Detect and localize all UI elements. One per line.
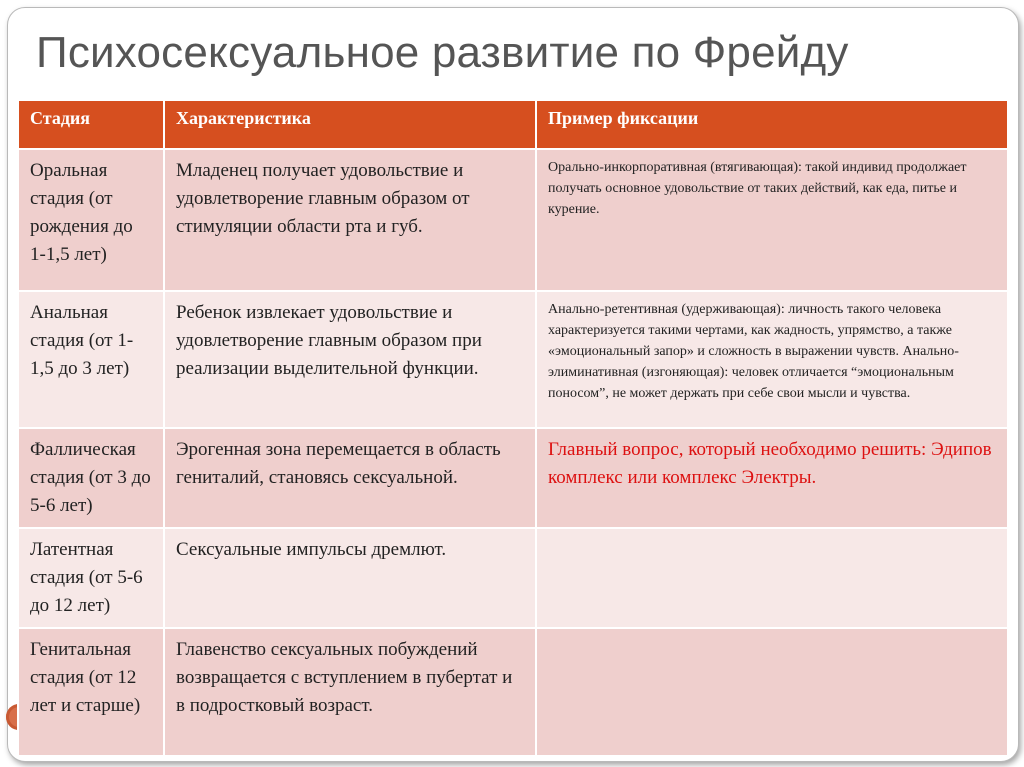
stage-cell: Оральная стадия (от рождения до 1-1,5 лет) — [18, 149, 164, 291]
stage-cell: Латентная стадия (от 5-6 до 12 лет) — [18, 528, 164, 628]
table-row — [18, 291, 1008, 428]
slide-title: Психосексуальное развитие по Фрейду — [36, 28, 849, 77]
table-row — [18, 428, 1008, 528]
table-row — [18, 528, 1008, 628]
header-characteristic: Характеристика — [164, 100, 536, 149]
stage-cell: Генитальная стадия (от 12 лет и старше) — [18, 628, 164, 756]
fixation-example-cell: Орально-инкорпоративная (втягивающая): такой индивид продолжает получать основное удовольствие от таких действий, как еда, питье и курение. — [536, 149, 1008, 291]
characteristic-cell: Сексуальные импульсы дремлют. — [164, 528, 536, 628]
table-row — [18, 149, 1008, 291]
fixation-example-cell — [536, 528, 1008, 628]
table-header-row — [18, 100, 1008, 149]
stage-cell: Анальная стадия (от 1-1,5 до 3 лет) — [18, 291, 164, 428]
stage-cell: Фаллическая стадия (от 3 до 5-6 лет) — [18, 428, 164, 528]
characteristic-cell: Эрогенная зона перемещается в область гениталий, становясь сексуальной. — [164, 428, 536, 528]
header-fixation-example: Пример фиксации — [536, 100, 1008, 149]
fixation-example-cell — [536, 628, 1008, 756]
header-stage: Стадия — [18, 100, 164, 149]
fixation-example-cell-highlight: Главный вопрос, который необходимо решить: Эдипов комплекс или комплекс Электры. — [536, 428, 1008, 528]
characteristic-cell: Ребенок извлекает удовольствие и удовлетворение главным образом при реализации выделительной функции. — [164, 291, 536, 428]
table-row — [18, 628, 1008, 756]
fixation-example-cell: Анально-ретентивная (удерживающая): личность такого человека характеризуется такими чертами, как жадность, упрямство, а также «эмоциональный запор» и сложность в выражении чувств. Анально-элиминативная (изгоняющая): человек отличается “эмоциональным поносом”, не может держать при себе свои мысли и чувства. — [536, 291, 1008, 428]
characteristic-cell: Младенец получает удовольствие и удовлетворение главным образом от стимуляции области рта и губ. — [164, 149, 536, 291]
freud-stages-table — [17, 99, 1009, 757]
characteristic-cell: Главенство сексуальных побуждений возвращается с вступлением в пубертат и в подростковый возраст. — [164, 628, 536, 756]
